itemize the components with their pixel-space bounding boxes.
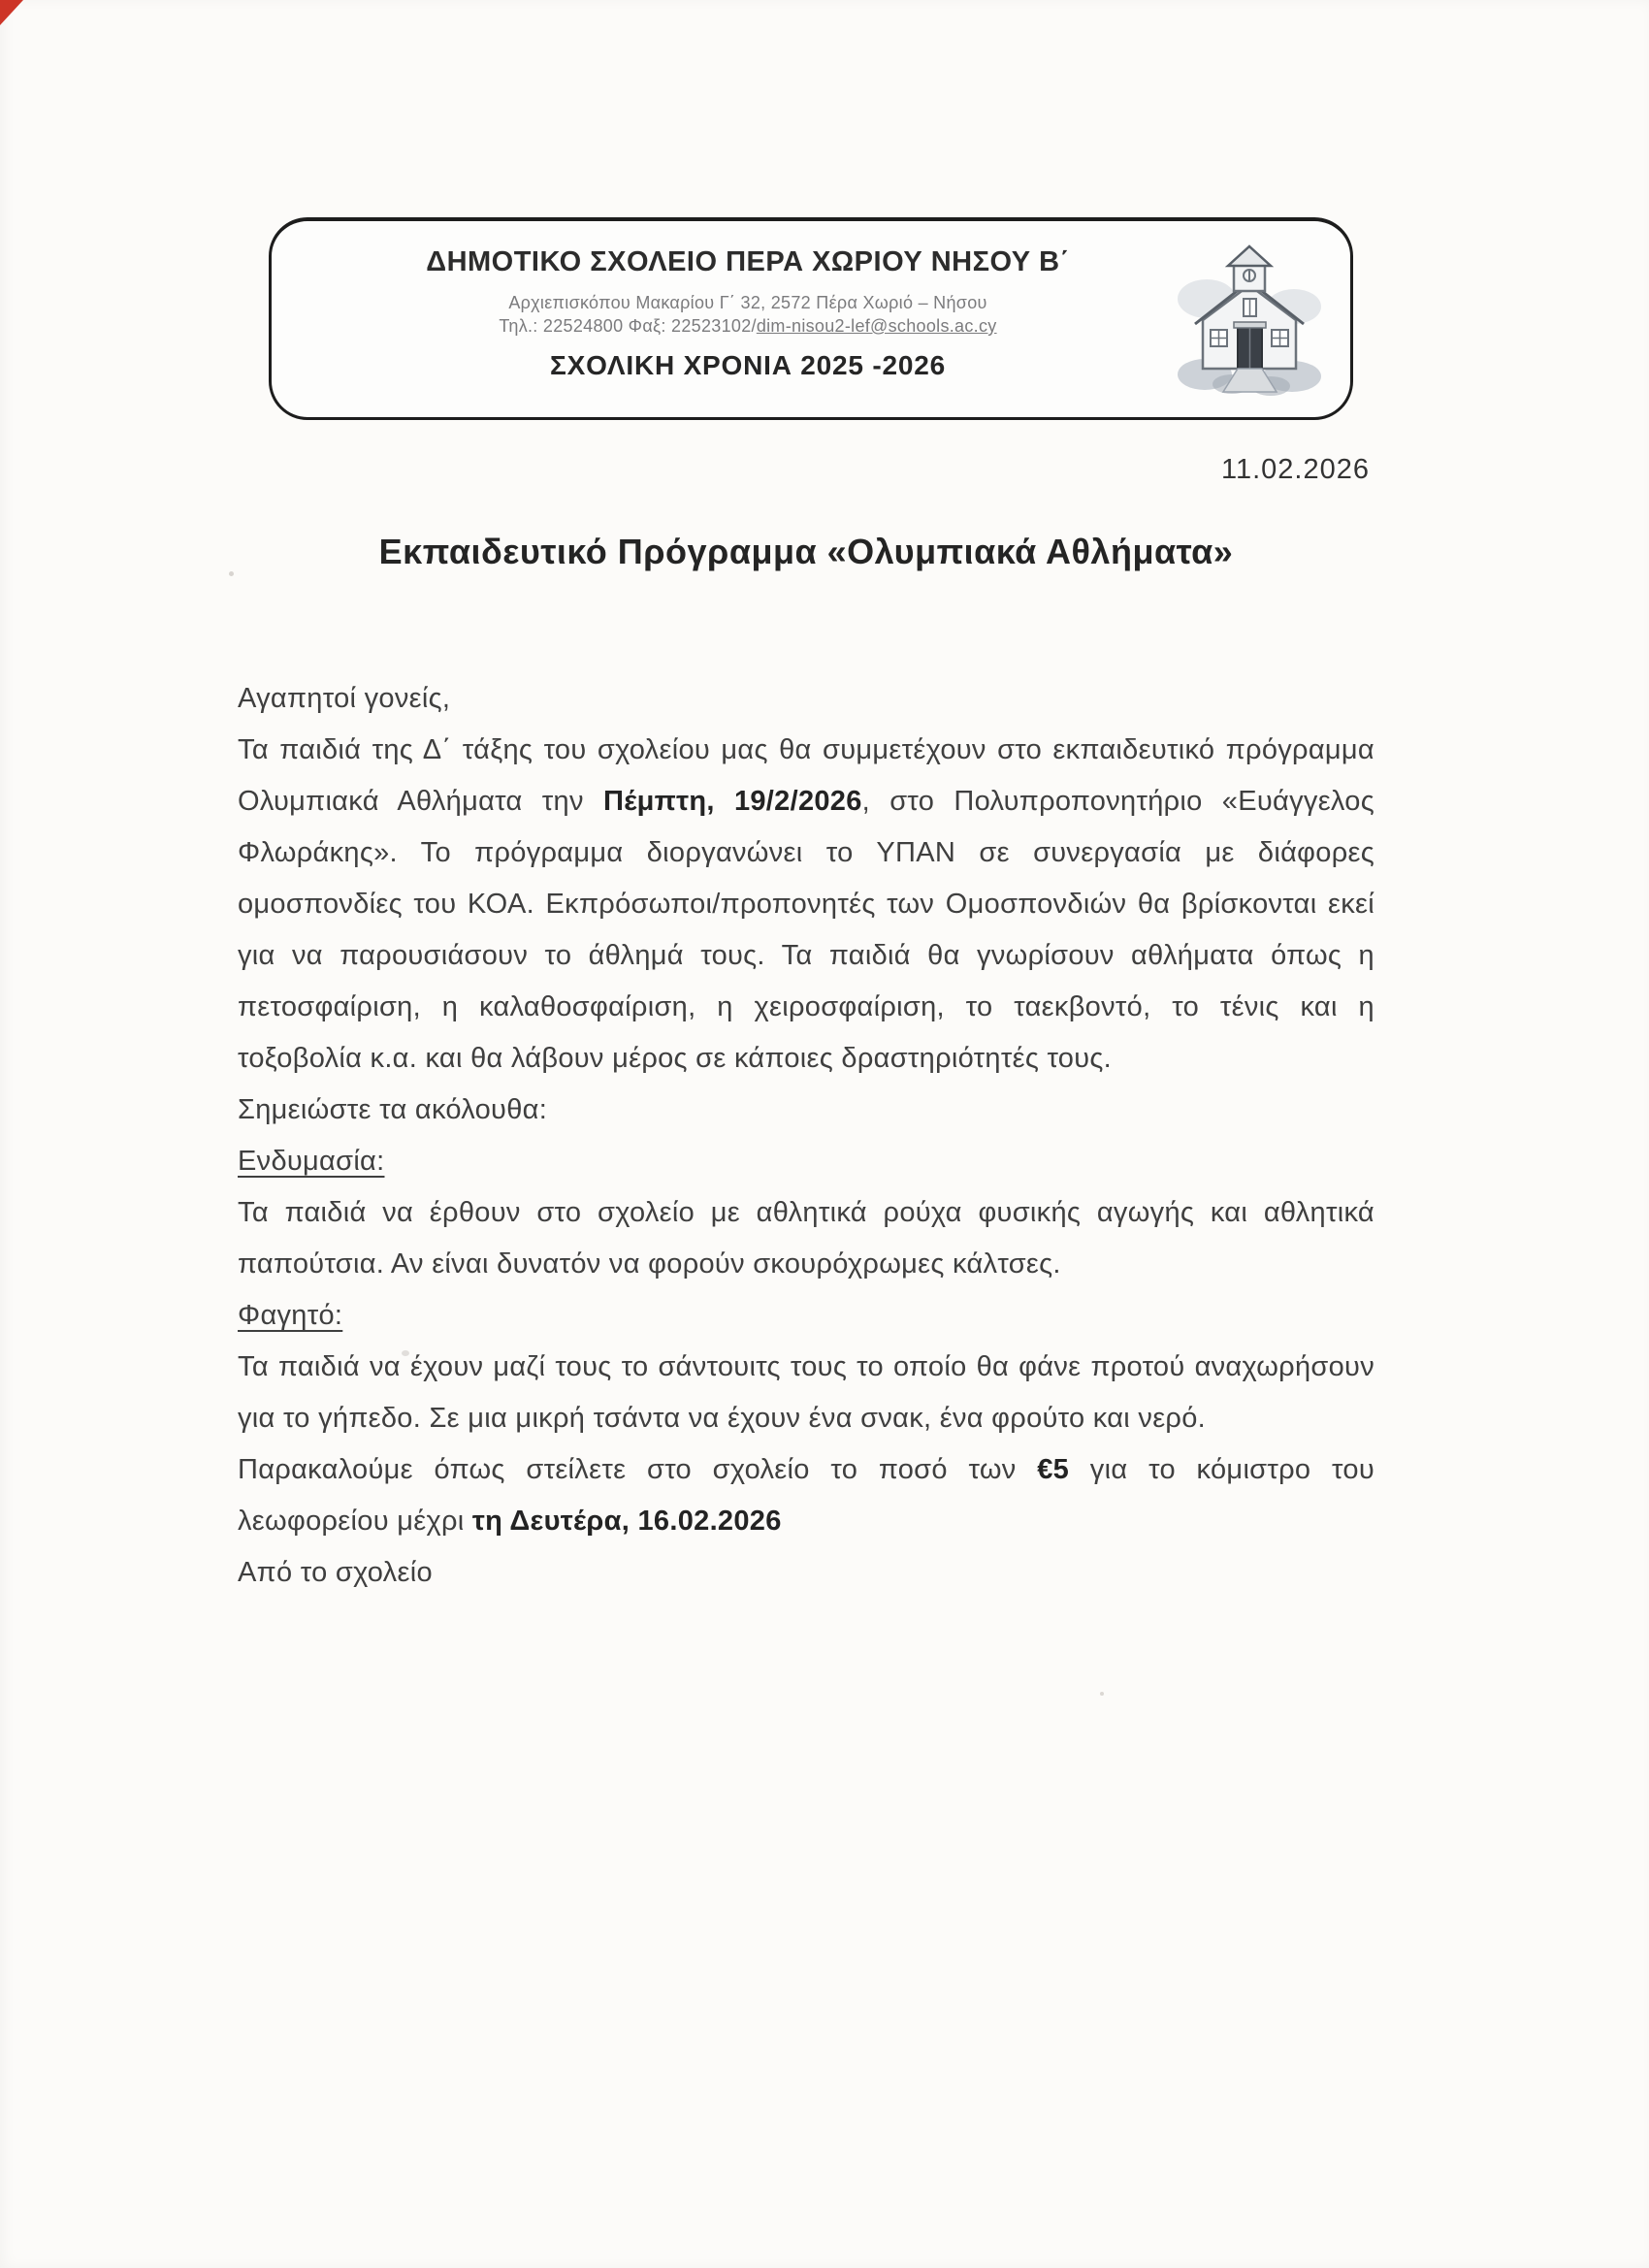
letterhead-text	[330, 246, 1166, 381]
note-heading: Σημειώστε τα ακόλουθα:	[238, 1094, 548, 1125]
letterhead-box	[269, 217, 1353, 420]
payment-deadline: τη Δευτέρα, 16.02.2026	[471, 1506, 782, 1537]
intro-paragraph	[238, 725, 1374, 1085]
event-date: Πέμπτη, 19/2/2026	[602, 786, 862, 817]
closing: Από το σχολείο	[238, 1557, 433, 1588]
school-name: ΔΗΜΟΤΙΚΟ ΣΧΟΛΕΙΟ ΠΕΡΑ ΧΩΡΙΟΥ ΝΗΣΟΥ Β΄	[426, 246, 1070, 277]
scan-speck	[229, 571, 234, 576]
school-address: Αρχιεπισκόπου Μακαρίου Γ΄ 32, 2572 Πέρα Χωριό – Νήσου	[508, 293, 987, 312]
school-tel-fax: Τηλ.: 22524800 Φαξ: 22523102/	[499, 316, 757, 336]
payment-text-mid: για το κόμιστρο του λεωφορείου μέχρι	[238, 1454, 1374, 1537]
section-heading-clothing: Ενδυμασία:	[238, 1146, 385, 1177]
section-heading-food: Φαγητό:	[238, 1300, 343, 1331]
letter-title: Εκπαιδευτικό Πρόγραμμα «Ολυμπιακά Αθλήματα»	[378, 532, 1234, 571]
intro-text-rest: , στο Πολυπροπονητήριο «Ευάγγελος Φλωράκης». Το πρόγραμμα διοργανώνει το ΥΠΑΝ σε συνεργασία με διάφορες ομοσπονδίες του ΚΟΑ. Εκπρόσωποι/προπονητές των Ομοσπονδιών θα βρίσκονται εκεί για να παρουσιάσουν το άθλημά τους. Τα παιδιά θα γνωρίσουν αθλήματα όπως η πετοσφαίριση, η καλαθοσφαίριση, η χειροσφαίριση, το ταεκβοντό, το τένις και η τοξοβολία κ.α. και θα λάβουν μέρος σε κάποιες δραστηριότητές τους.	[238, 786, 1374, 1074]
scan-speck	[1100, 1692, 1104, 1696]
section-body-food: Τα παιδιά να έχουν μαζί τους το σάντουιτς τους το οποίο θα φάνε προτού αναχωρήσουν για το γήπεδο. Σε μια μικρή τσάντα να έχουν ένα σνακ, ένα φρούτο και νερό.	[238, 1351, 1374, 1434]
schoolhouse-logo-icon	[1176, 239, 1323, 402]
school-contact	[330, 316, 1166, 337]
section-body-clothing: Τα παιδιά να έρθουν στο σχολείο με αθλητικά ρούχα φυσικής αγωγής και αθλητικά παπούτσια. Αν είναι δυνατόν να φορούν σκουρόχρωμες κάλτσες.	[238, 1197, 1374, 1280]
payment-amount: €5	[1037, 1454, 1070, 1485]
payment-text-pre: Παρακαλούμε όπως στείλετε στο σχολείο το ποσό των	[238, 1454, 1038, 1485]
payment-paragraph	[238, 1444, 1374, 1547]
scan-corner-artifact	[0, 0, 23, 25]
salutation: Αγαπητοί γονείς,	[238, 683, 451, 714]
school-year: ΣΧΟΛΙΚΗ ΧΡΟΝΙΑ 2025 -2026	[550, 350, 946, 380]
intro-text-pre: Τα παιδιά της Δ΄ τάξης του σχολείου μας θα συμμετέχουν στο εκπαιδευτικό πρόγραμμα Ολυμπιακά Αθλήματα την	[238, 734, 1374, 817]
letter-body	[238, 673, 1374, 1599]
letter-date: 11.02.2026	[1221, 454, 1370, 485]
school-email-link[interactable]: dim-nisou2-lef@schools.ac.cy	[756, 316, 997, 336]
